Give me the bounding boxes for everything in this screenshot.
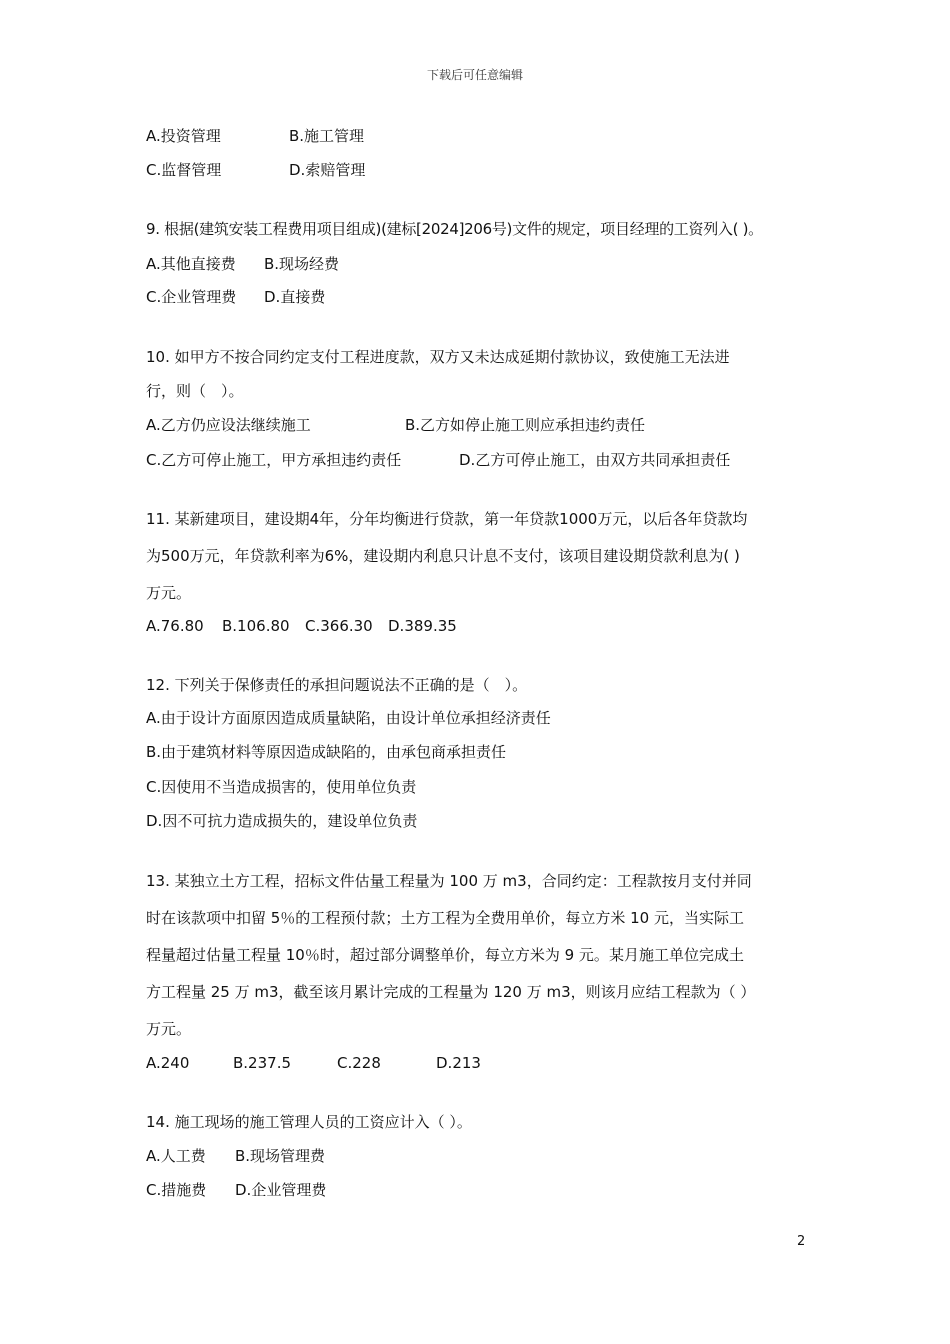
q13-stem-line-3: 程量超过估量工程量 10％时，超过部分调整单价，每立方米为 9 元。某月施工单位完成土 (146, 946, 744, 964)
q14-option-d: D.企业管理费 (235, 1181, 327, 1199)
q8-option-a: A.投资管理 (146, 127, 221, 145)
q11-option-b: B.106.80 (222, 617, 290, 635)
q10-option-b: B.乙方如停止施工则应承担违约责任 (405, 416, 646, 434)
q12-option-d: D.因不可抗力造成损失的，建设单位负责 (146, 812, 418, 830)
q9-option-d: D.直接费 (264, 288, 326, 306)
q11-option-a: A.76.80 (146, 617, 204, 635)
q11-option-c: C.366.30 (305, 617, 373, 635)
q12-option-b: B.由于建筑材料等原因造成缺陷的，由承包商承担责任 (146, 743, 507, 761)
q10-option-a: A.乙方仍应设法继续施工 (146, 416, 311, 434)
q12-stem: 12. 下列关于保修责任的承担问题说法不正确的是（ ）。 (146, 676, 528, 694)
q8-option-c: C.监督管理 (146, 161, 222, 179)
q14-option-c: C.措施费 (146, 1181, 207, 1199)
q13-stem-line-1: 13. 某独立土方工程，招标文件估量工程量为 100 万 m3，合同约定：工程款按月支付并同 (146, 872, 752, 890)
q13-option-d: D.213 (436, 1054, 481, 1072)
q9-option-b: B.现场经费 (264, 255, 340, 273)
q10-option-c: C.乙方可停止施工，甲方承担违约责任 (146, 451, 402, 469)
q9-option-a: A.其他直接费 (146, 255, 236, 273)
q14-option-a: A.人工费 (146, 1147, 206, 1165)
q11-stem-line-1: 11. 某新建项目，建设期4年，分年均衡进行贷款，第一年贷款1000万元，以后各年贷款均 (146, 510, 748, 528)
q14-option-b: B.现场管理费 (235, 1147, 326, 1165)
page-number: 2 (797, 1234, 806, 1249)
q13-stem-line-5: 万元。 (146, 1020, 192, 1038)
q10-stem-line-1: 10. 如甲方不按合同约定支付工程进度款，双方又未达成延期付款协议，致使施工无法进 (146, 348, 730, 366)
q13-option-b: B.237.5 (233, 1054, 292, 1072)
q11-option-d: D.389.35 (388, 617, 457, 635)
q10-option-d: D.乙方可停止施工，由双方共同承担责任 (459, 451, 731, 469)
q12-option-a: A.由于设计方面原因造成质量缺陷，由设计单位承担经济责任 (146, 709, 551, 727)
q11-stem-line-3: 万元。 (146, 584, 192, 602)
q13-stem-line-4: 方工程量 25 万 m3，截至该月累计完成的工程量为 120 万 m3，则该月应结工程款为（ ） (146, 983, 756, 1001)
q9-option-c: C.企业管理费 (146, 288, 237, 306)
q12-option-c: C.因使用不当造成损害的，使用单位负责 (146, 778, 417, 796)
q14-stem: 14. 施工现场的施工管理人员的工资应计入（ ）。 (146, 1113, 472, 1131)
q8-option-b: B.施工管理 (289, 127, 365, 145)
q10-stem-line-2: 行，则（ ）。 (146, 382, 244, 400)
q11-stem-line-2: 为500万元，年贷款利率为6%，建设期内利息只计息不支付，该项目建设期贷款利息为( ) (146, 547, 740, 565)
q8-option-d: D.索赔管理 (289, 161, 366, 179)
page-header: 下载后可任意编辑 (426, 68, 523, 82)
q13-stem-line-2: 时在该款项中扣留 5％的工程预付款；土方工程为全费用单价，每立方米 10 元，当实际工 (146, 909, 744, 927)
q9-stem: 9. 根据(建筑安装工程费用项目组成)(建标[2024]206号)文件的规定，项目经理的工资列入( )。 (146, 220, 763, 238)
q13-option-a: A.240 (146, 1054, 190, 1072)
q13-option-c: C.228 (337, 1054, 381, 1072)
